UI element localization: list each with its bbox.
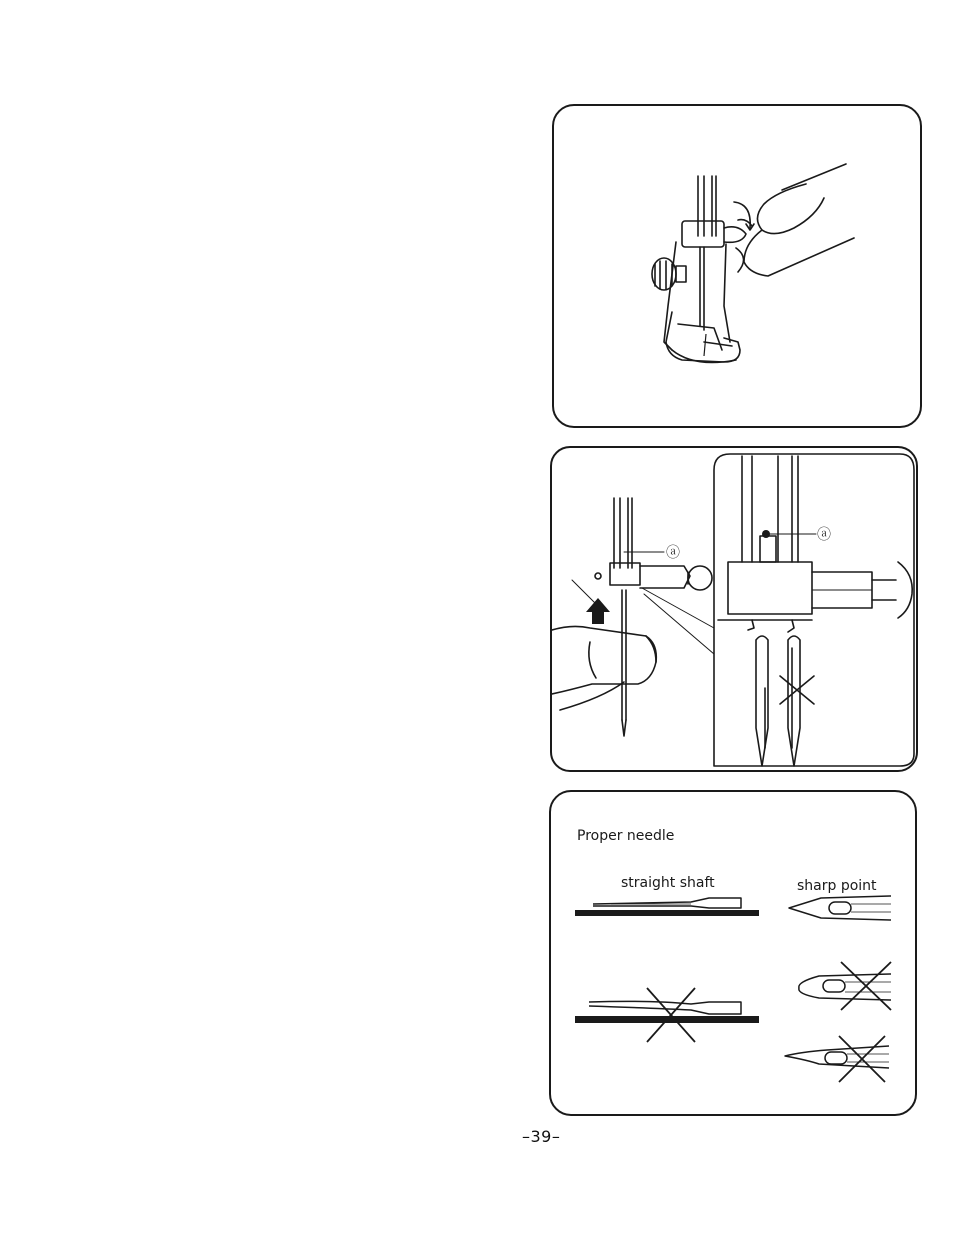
needle-clamp-illustration-panel — [552, 104, 922, 428]
proper-needle-panel — [549, 790, 917, 1116]
proper-needle-title: Proper needle — [577, 828, 675, 844]
inset-callout-label: ⓐ — [817, 527, 831, 543]
sharp-point-label: sharp point — [797, 878, 877, 894]
clamp-callout-label: ⓐ — [666, 545, 680, 561]
burred-point-needle — [785, 1036, 889, 1082]
bent-needle — [589, 988, 741, 1042]
flat-surface-good — [575, 910, 759, 916]
straight-needle — [593, 898, 741, 908]
needle-insertion-illustration-panel — [550, 446, 918, 772]
needle-insertion-drawing — [552, 448, 916, 770]
blunt-point-needle — [799, 962, 891, 1010]
needle-comparison-drawing — [551, 792, 915, 1114]
sharp-point-needle — [789, 896, 891, 920]
needle-clamp-drawing — [554, 106, 920, 426]
straight-shaft-label: straight shaft — [621, 875, 715, 891]
page-number: –39– — [522, 1127, 561, 1146]
